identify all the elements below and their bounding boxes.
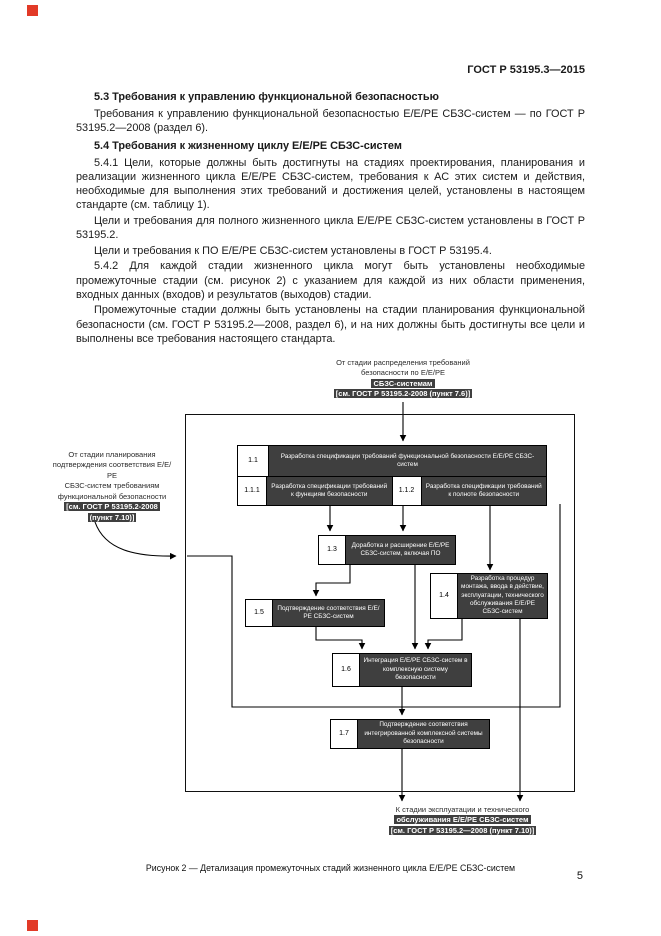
flow-box-1-1-2 [393, 477, 547, 505]
box-label: Разработка спецификации требований к функциям безопасности [267, 477, 392, 505]
paragraph-5-4-2-b: Промежуточные стадии должны быть установлены на стадии планирования функциональной безопасности (см. ГОСТ Р 53195.2—2008, раздел 6), и на них должны быть достигнуты все цели и выполнены все требования настоящего стандарта. [76, 304, 585, 345]
document-number: ГОСТ Р 53195.3—2015 [467, 64, 585, 76]
annotation-line: От стадии планирования [68, 449, 156, 459]
heading-5-3: 5.3 Требования к управлению функциональной безопасностью [94, 91, 439, 103]
annotation-line: (пункт 7.10)] [89, 512, 135, 522]
annotation-to-operation-stage [360, 805, 565, 837]
box-number: 1.1 [238, 446, 269, 476]
box-label: Подтверждение соответствия Е/Е/РЕ СБЗС-систем [273, 600, 384, 626]
flow-box-1-7 [330, 719, 490, 749]
box-label: Подтверждение соответствия интегрированной комплексной системы безопасности [358, 720, 489, 748]
flow-box-1-1-1 [238, 477, 393, 505]
annotation-line: [см. ГОСТ Р 53195.2—2008 (пункт 7.10)] [390, 825, 535, 835]
box-number: 1.1.1 [238, 477, 267, 505]
paragraph-5-4-1-c: Цели и требования к ПО Е/Е/РЕ СБЗС-систем установлены в ГОСТ Р 53195.4. [94, 244, 492, 257]
paragraph-5-4-1-a: 5.4.1 Цели, которые должны быть достигнуты на стадиях проектирования, планирования и реализации жизненного цикла Е/Е/РЕ СБЗС-систем, требования к АС этих систем и действия, необходимые для выполнения этих требований и достижения целей, установлены в настоящем стандарте (см. таблицу 1). [76, 156, 585, 212]
annotation-line: обслуживания Е/Е/РЕ СБЗС-систем [396, 815, 529, 825]
box-number: 1.7 [331, 720, 358, 748]
heading-5-4: 5.4 Требования к жизненному циклу Е/Е/РЕ СБЗС-систем [94, 140, 402, 153]
box-number: 1.4 [431, 574, 458, 618]
page-header [0, 0, 661, 76]
flow-box-1-5 [245, 599, 385, 627]
box-label: Разработка спецификации требований функциональной безопасности Е/Е/РЕ СБЗС-систем [269, 446, 546, 476]
paragraph-5-4-2-a: 5.4.2 Для каждой стадии жизненного цикла могут быть установлены необходимые промежуточные стадии (см. рисунок 2) с указанием для каждой из них области применения, входных данных (входов) и результатов (выходов) стадии. [76, 260, 585, 301]
box-number: 1.6 [333, 654, 360, 686]
scan-registration-mark [27, 920, 38, 931]
flow-box-1-1-group [237, 445, 547, 506]
annotation-line: функциональной безопасности [57, 491, 167, 501]
box-number: 1.5 [246, 600, 273, 626]
paragraph-5-3: Требования к управлению функциональной безопасностью Е/Е/РЕ СБЗС-систем — по ГОСТ Р 53195.2—2008 (раздел 6). [76, 107, 585, 134]
box-number: 1.1.2 [393, 477, 422, 505]
annotation-line: СБЗС-систем требованиям [64, 481, 160, 491]
annotation-line: СБЗС-системам [373, 378, 433, 388]
figure-caption: Рисунок 2 — Детализация промежуточных стадий жизненного цикла Е/Е/РЕ СБЗС-систем [145, 862, 516, 873]
body-text [0, 76, 661, 346]
page-number: 5 [576, 870, 583, 882]
annotation-line: подтверждения соответствия Е/Е/РЕ [52, 460, 172, 480]
box-label: Разработка процедур монтажа, ввода в действие, эксплуатации, технического обслуживания Е/Е/РЕ СБЗС-систем [458, 574, 547, 618]
flow-box-1-4 [430, 573, 548, 619]
annotation-line: безопасности по Е/Е/РЕ [361, 368, 445, 378]
annotation-from-validation-planning [48, 450, 176, 524]
flow-box-1-3 [318, 535, 456, 565]
annotation-line: От стадии распределения требований [336, 357, 470, 367]
annotation-line: К стадии эксплуатации и технического [395, 804, 530, 814]
annotation-line: [см. ГОСТ Р 53195.2-2008 [66, 502, 158, 512]
box-label: Разработка спецификации требований к полноте безопасности [422, 477, 547, 505]
box-label: Интеграция Е/Е/РЕ СБЗС-систем в комплексную систему безопасности [360, 654, 471, 686]
box-number: 1.3 [319, 536, 346, 564]
annotation-line: [см. ГОСТ Р 53195.2-2008 (пункт 7.6)] [335, 389, 471, 399]
annotation-from-requirements-allocation [313, 358, 493, 400]
figure-2-flowchart [0, 352, 661, 849]
scan-registration-mark [27, 5, 38, 16]
paragraph-5-4-1-b: Цели и требования для полного жизненного цикла Е/Е/РЕ СБЗС-систем установлены в ГОСТ Р 53195.2. [76, 214, 585, 242]
box-label: Доработка и расширение Е/Е/РЕ СБЗС-систем, включая ПО [346, 536, 455, 564]
flow-box-1-6 [332, 653, 472, 687]
